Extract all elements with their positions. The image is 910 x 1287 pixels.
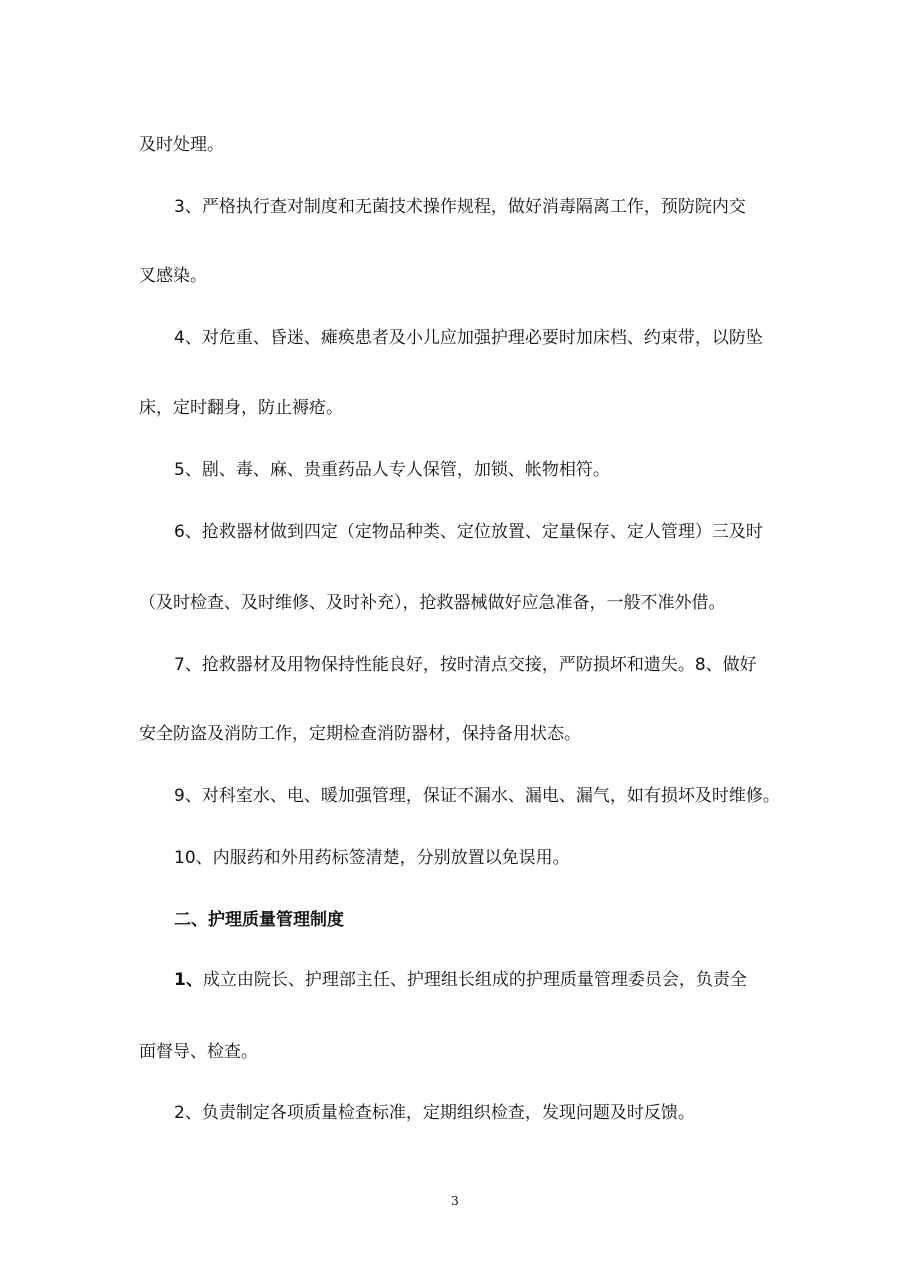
paragraph-line: 及时处理。 <box>139 135 224 155</box>
paragraph-line: 3、严格执行查对制度和无菌技术操作规程，做好消毒隔离工作，预防院内交 <box>174 197 746 217</box>
paragraph-line: 7、抢救器材及用物保持性能良好，按时清点交接，严防损坏和遗失。8、做好 <box>174 655 757 675</box>
paragraph-line: 5、剧、毒、麻、贵重药品人专人保管，加锁、帐物相符。 <box>174 460 610 480</box>
paragraph-line: 2、负责制定各项质量检查标准，定期组织检查，发现问题及时反馈。 <box>174 1103 695 1123</box>
paragraph-line: 9、对科室水、电、暖加强管理，保证不漏水、漏电、漏气，如有损坏及时维修。 <box>174 786 780 806</box>
paragraph-line: 面督导、检查。 <box>139 1042 258 1062</box>
paragraph-line <box>174 969 747 991</box>
paragraph-line: （及时检查、及时维修、及时补充），抢救器械做好应急准备，一般不准外借。 <box>139 593 726 613</box>
paragraph-line: 叉感染。 <box>139 266 207 286</box>
paragraph-line: 6、抢救器材做到四定（定物品种类、定位放置、定量保存、定人管理）三及时 <box>174 522 763 542</box>
paragraph-line: 10、内服药和外用药标签清楚，分别放置以免误用。 <box>174 848 570 868</box>
paragraph-line: 安全防盗及消防工作，定期检查消防器材，保持备用状态。 <box>139 724 581 744</box>
section-heading: 二、护理质量管理制度 <box>174 910 344 930</box>
paragraph-line: 4、对危重、昏迷、瘫痪患者及小儿应加强护理必要时加床档、约束带，以防坠 <box>174 328 763 348</box>
item-text: 成立由院长、护理部主任、护理组长组成的护理质量管理委员会，负责全 <box>202 970 747 990</box>
item-number: 1、 <box>174 970 203 990</box>
page-number: 3 <box>451 1194 459 1208</box>
paragraph-line: 床，定时翻身，防止褥疮。 <box>139 398 343 418</box>
